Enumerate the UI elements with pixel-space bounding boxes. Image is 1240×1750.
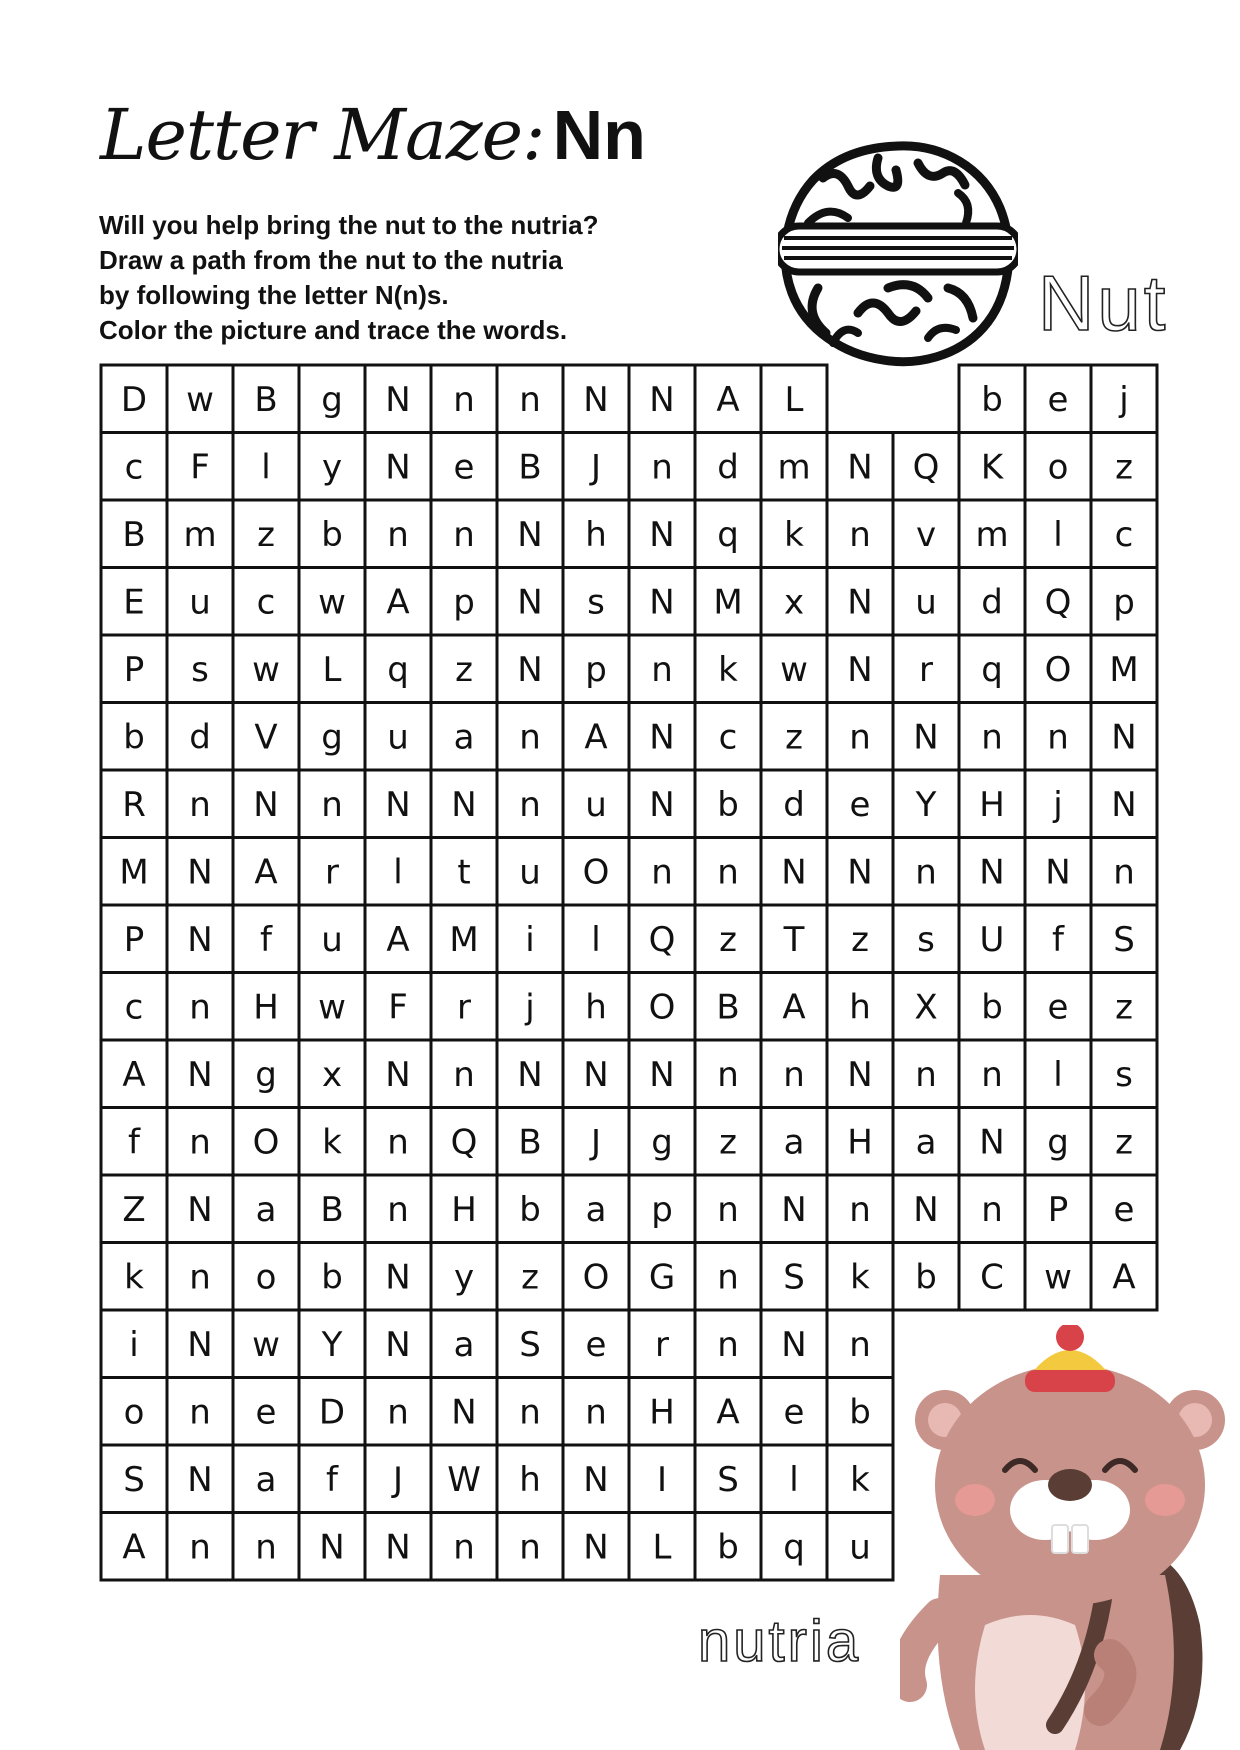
maze-cell-letter: j: [1119, 379, 1129, 420]
instruction-line: Will you help bring the nut to the nutria?: [99, 210, 599, 240]
maze-cell-letter: H: [847, 1122, 873, 1163]
maze-cell-letter: b: [849, 1392, 871, 1433]
instruction-line: Color the picture and trace the words.: [99, 315, 568, 345]
maze-cell-letter: w: [780, 649, 808, 690]
maze-cell-letter: x: [783, 582, 805, 623]
maze-cell-letter: S: [123, 1459, 145, 1500]
maze-cell-letter: c: [1114, 514, 1134, 555]
maze-cell-letter: n: [717, 852, 739, 893]
maze-cell-letter: c: [256, 582, 276, 623]
maze-cell-letter: k: [784, 514, 804, 555]
maze-cell-letter: d: [189, 717, 211, 758]
maze-cell-letter: h: [585, 514, 607, 555]
maze-cell-letter: q: [981, 649, 1003, 690]
maze-cell-letter: B: [254, 379, 278, 420]
maze-cell-letter: N: [517, 649, 543, 690]
maze-cell-letter: a: [255, 1459, 277, 1500]
maze-cell-letter: g: [255, 1054, 277, 1095]
maze-cell-letter: b: [321, 1257, 343, 1298]
maze-cell-letter: L: [784, 379, 804, 420]
maze-cell-letter: n: [519, 1527, 541, 1568]
maze-cell-letter: A: [716, 1392, 740, 1433]
maze-cell-letter: C: [980, 1257, 1004, 1298]
maze-cell-letter: f: [128, 1122, 140, 1163]
maze-cell-letter: n: [1047, 717, 1069, 758]
maze-cell-letter: p: [453, 582, 475, 623]
maze-cell-letter: y: [453, 1257, 475, 1298]
maze-cell-letter: g: [321, 717, 343, 758]
maze-cell-letter: N: [583, 379, 609, 420]
maze-cell-letter: M: [119, 852, 149, 893]
maze-cell-letter: r: [325, 852, 339, 893]
maze-cell-letter: J: [392, 1459, 404, 1500]
maze-cell-letter: K: [980, 447, 1004, 488]
maze-cell-letter: g: [651, 1122, 673, 1163]
maze-cell-letter: L: [652, 1527, 672, 1568]
maze-cell-letter: x: [321, 1054, 343, 1095]
title-script-part: Letter Maze:: [100, 94, 545, 176]
maze-cell-letter: z: [1115, 447, 1133, 488]
maze-cell-letter: n: [651, 447, 673, 488]
maze-cell-letter: s: [917, 919, 935, 960]
maze-cell-letter: A: [386, 919, 410, 960]
maze-cell-letter: m: [183, 514, 217, 555]
instruction-line: by following the letter N(n)s.: [99, 280, 449, 310]
maze-cell-letter: D: [318, 1392, 346, 1433]
maze-cell-letter: Q: [450, 1122, 478, 1163]
maze-cell-letter: F: [190, 447, 210, 488]
maze-cell-letter: M: [449, 919, 479, 960]
maze-cell-letter: O: [1044, 649, 1072, 690]
maze-cell-letter: b: [519, 1189, 541, 1230]
maze-cell-letter: n: [915, 1054, 937, 1095]
maze-cell-letter: N: [781, 1324, 807, 1365]
maze-cell-letter: N: [1045, 852, 1071, 893]
maze-cell-letter: N: [847, 1054, 873, 1095]
maze-cell-letter: H: [451, 1189, 477, 1230]
maze-cell-letter: N: [649, 1054, 675, 1095]
maze-cell-letter: l: [1053, 1054, 1063, 1095]
maze-cell-letter: n: [453, 1054, 475, 1095]
maze-cell-letter: G: [648, 1257, 676, 1298]
maze-cell-letter: Z: [122, 1189, 146, 1230]
maze-cell-letter: k: [124, 1257, 144, 1298]
maze-cell-letter: O: [582, 852, 610, 893]
maze-cell-letter: N: [583, 1527, 609, 1568]
maze-cell-letter: T: [783, 919, 805, 960]
maze-cell-letter: N: [1111, 784, 1137, 825]
maze-cell-letter: n: [981, 1054, 1003, 1095]
maze-cell-letter: N: [781, 1189, 807, 1230]
maze-cell-letter: u: [519, 852, 541, 893]
maze-cell-letter: q: [783, 1527, 805, 1568]
maze-cell-letter: n: [189, 1257, 211, 1298]
maze-cell-letter: u: [585, 784, 607, 825]
maze-cell-letter: W: [447, 1459, 481, 1500]
maze-cell-letter: u: [849, 1527, 871, 1568]
maze-cell-letter: M: [713, 582, 743, 623]
maze-cell-letter: s: [191, 649, 209, 690]
maze-cell-letter: n: [321, 784, 343, 825]
maze-cell-letter: k: [850, 1459, 870, 1500]
maze-cell-letter: z: [719, 1122, 737, 1163]
maze-cell-letter: O: [252, 1122, 280, 1163]
maze-cell-letter: N: [517, 582, 543, 623]
maze-cell-letter: H: [649, 1392, 675, 1433]
maze-cell-letter: r: [919, 649, 933, 690]
maze-cell-letter: N: [517, 514, 543, 555]
maze-cell-letter: a: [585, 1189, 607, 1230]
maze-cell-letter: l: [393, 852, 403, 893]
maze-cell-letter: c: [718, 717, 738, 758]
maze-cell-letter: w: [252, 649, 280, 690]
maze-cell-letter: j: [1053, 784, 1063, 825]
maze-cell-letter: n: [387, 514, 409, 555]
maze-cell-letter: b: [717, 1527, 739, 1568]
maze-cell-letter: N: [847, 852, 873, 893]
maze-cell-letter: N: [979, 1122, 1005, 1163]
instruction-line: Draw a path from the nut to the nutria: [99, 245, 563, 275]
maze-cell-letter: b: [981, 379, 1003, 420]
maze-cell-letter: Y: [321, 1324, 343, 1365]
maze-cell-letter: N: [517, 1054, 543, 1095]
maze-cell-letter: A: [584, 717, 608, 758]
maze-cell-letter: J: [590, 447, 602, 488]
maze-cell-letter: p: [651, 1189, 673, 1230]
maze-cell-letter: E: [123, 582, 145, 623]
maze-cell-letter: n: [453, 379, 475, 420]
trace-word-nutria: nutria: [698, 1609, 862, 1674]
maze-cell-letter: p: [1113, 582, 1135, 623]
maze-cell-letter: e: [1047, 379, 1069, 420]
maze-cell-letter: N: [649, 379, 675, 420]
maze-cell-letter: N: [913, 1189, 939, 1230]
maze-cell-letter: v: [915, 514, 937, 555]
maze-cell-letter: H: [253, 987, 279, 1028]
maze-cell-letter: N: [451, 1392, 477, 1433]
maze-cell-letter: n: [453, 1527, 475, 1568]
maze-cell-letter: b: [123, 717, 145, 758]
maze-cell-letter: N: [451, 784, 477, 825]
maze-cell-letter: p: [585, 649, 607, 690]
maze-cell-letter: e: [783, 1392, 805, 1433]
maze-cell-letter: z: [719, 919, 737, 960]
maze-cell-letter: A: [1112, 1257, 1136, 1298]
maze-cell-letter: n: [387, 1392, 409, 1433]
maze-cell-letter: l: [591, 919, 601, 960]
maze-cell-letter: e: [585, 1324, 607, 1365]
maze-cell-letter: n: [717, 1257, 739, 1298]
maze-cell-letter: A: [254, 852, 278, 893]
maze-cell-letter: l: [789, 1459, 799, 1500]
maze-cell-letter: N: [187, 919, 213, 960]
maze-cell-letter: N: [979, 852, 1005, 893]
maze-cell-letter: w: [318, 987, 346, 1028]
maze-cell-letter: B: [716, 987, 740, 1028]
title-letter: Nn: [552, 96, 646, 174]
maze-cell-letter: n: [783, 1054, 805, 1095]
maze-cell-letter: e: [255, 1392, 277, 1433]
maze-cell-letter: e: [1047, 987, 1069, 1028]
maze-cell-letter: z: [455, 649, 473, 690]
maze-cell-letter: s: [587, 582, 605, 623]
trace-word-nut: Nut: [1038, 259, 1169, 347]
maze-cell-letter: q: [387, 649, 409, 690]
maze-cell-letter: N: [187, 1189, 213, 1230]
maze-cell-letter: u: [321, 919, 343, 960]
maze-cell-letter: n: [189, 987, 211, 1028]
maze-cell-letter: o: [123, 1392, 145, 1433]
maze-cell-letter: S: [519, 1324, 541, 1365]
maze-cell-letter: n: [519, 1392, 541, 1433]
maze-cell-letter: L: [322, 649, 342, 690]
maze-cell-letter: A: [122, 1527, 146, 1568]
maze-cell-letter: a: [453, 1324, 475, 1365]
maze-cell-letter: N: [385, 447, 411, 488]
maze-cell-letter: o: [1047, 447, 1069, 488]
maze-cell-letter: u: [189, 582, 211, 623]
maze-cell-letter: N: [847, 582, 873, 623]
maze-cell-letter: A: [122, 1054, 146, 1095]
maze-cell-letter: z: [851, 919, 869, 960]
maze-cell-letter: n: [519, 717, 541, 758]
maze-cell-letter: k: [718, 649, 738, 690]
maze-cell-letter: N: [583, 1054, 609, 1095]
maze-cell-letter: N: [187, 1459, 213, 1500]
maze-cell-letter: n: [189, 1392, 211, 1433]
maze-cell-letter: b: [915, 1257, 937, 1298]
maze-cell-letter: P: [123, 919, 145, 960]
maze-cell-letter: n: [1113, 852, 1135, 893]
maze-cell-letter: u: [387, 717, 409, 758]
maze-cell-letter: Q: [648, 919, 676, 960]
maze-cell-letter: f: [260, 919, 272, 960]
maze-cell-letter: N: [385, 379, 411, 420]
maze-cell-letter: a: [783, 1122, 805, 1163]
maze-cell-letter: N: [187, 852, 213, 893]
maze-cell-letter: c: [124, 447, 144, 488]
maze-cell-letter: F: [388, 987, 408, 1028]
maze-cell-letter: f: [326, 1459, 338, 1500]
maze-cell-letter: n: [915, 852, 937, 893]
maze-cell-letter: z: [1115, 1122, 1133, 1163]
maze-cell-letter: z: [521, 1257, 539, 1298]
maze-cell-letter: O: [582, 1257, 610, 1298]
maze-cell-letter: N: [847, 649, 873, 690]
maze-cell-letter: N: [385, 784, 411, 825]
maze-cell-letter: n: [453, 514, 475, 555]
maze-cell-letter: P: [1047, 1189, 1069, 1230]
maze-cell-letter: N: [913, 717, 939, 758]
maze-cell-letter: n: [849, 514, 871, 555]
maze-cell-letter: i: [129, 1324, 139, 1365]
maze-cell-letter: b: [981, 987, 1003, 1028]
nutria-illustration: [900, 1325, 1240, 1750]
maze-cell-letter: N: [385, 1527, 411, 1568]
maze-cell-letter: S: [717, 1459, 739, 1500]
maze-cell-letter: w: [186, 379, 214, 420]
maze-cell-letter: n: [519, 379, 541, 420]
maze-cell-letter: n: [651, 852, 673, 893]
maze-cell-letter: H: [979, 784, 1005, 825]
maze-cell-letter: n: [387, 1122, 409, 1163]
maze-cell-letter: t: [457, 852, 471, 893]
maze-cell-letter: S: [1113, 919, 1135, 960]
maze-cell-letter: n: [981, 1189, 1003, 1230]
maze-cell-letter: J: [590, 1122, 602, 1163]
maze-cell-letter: e: [1113, 1189, 1135, 1230]
maze-cell-letter: l: [261, 447, 271, 488]
maze-cell-letter: y: [321, 447, 343, 488]
maze-cell-letter: N: [649, 717, 675, 758]
maze-cell-letter: k: [322, 1122, 342, 1163]
maze-cell-letter: N: [385, 1054, 411, 1095]
maze-cell-letter: N: [649, 514, 675, 555]
maze-cell-letter: B: [518, 447, 542, 488]
maze-cell-letter: m: [777, 447, 811, 488]
maze-cell-letter: A: [782, 987, 806, 1028]
maze-cell-letter: n: [717, 1054, 739, 1095]
maze-cell-letter: g: [321, 379, 343, 420]
maze-cell-letter: O: [648, 987, 676, 1028]
maze-cell-letter: I: [656, 1459, 668, 1500]
maze-cell-letter: n: [717, 1324, 739, 1365]
maze-cell-letter: R: [122, 784, 146, 825]
maze-cell-letter: n: [717, 1189, 739, 1230]
maze-cell-letter: o: [255, 1257, 277, 1298]
maze-cell-letter: s: [1115, 1054, 1133, 1095]
maze-cell-letter: w: [1044, 1257, 1072, 1298]
maze-cell-letter: n: [519, 784, 541, 825]
maze-cell-letter: n: [255, 1527, 277, 1568]
maze-cell-letter: q: [717, 514, 739, 555]
maze-cell-letter: n: [849, 717, 871, 758]
maze-cell-letter: n: [849, 1324, 871, 1365]
maze-cell-letter: c: [124, 987, 144, 1028]
maze-cell-letter: i: [525, 919, 535, 960]
maze-cell-letter: g: [1047, 1122, 1069, 1163]
maze-cell-letter: z: [1115, 987, 1133, 1028]
maze-cell-letter: N: [385, 1257, 411, 1298]
maze-cell-letter: n: [585, 1392, 607, 1433]
maze-cell-letter: V: [254, 717, 278, 758]
maze-cell-letter: P: [123, 649, 145, 690]
maze-cell-letter: r: [655, 1324, 669, 1365]
maze-cell-letter: Q: [912, 447, 940, 488]
maze-cell-letter: N: [649, 784, 675, 825]
maze-cell-letter: X: [914, 987, 938, 1028]
maze-cell-letter: N: [385, 1324, 411, 1365]
maze-cell-letter: n: [189, 784, 211, 825]
maze-cell-letter: m: [975, 514, 1009, 555]
maze-cell-letter: n: [189, 1122, 211, 1163]
maze-cell-letter: U: [979, 919, 1005, 960]
maze-cell-letter: N: [583, 1459, 609, 1500]
maze-cell-letter: a: [453, 717, 475, 758]
maze-cell-letter: A: [386, 582, 410, 623]
maze-cell-letter: n: [849, 1189, 871, 1230]
maze-cell-letter: d: [717, 447, 739, 488]
maze-cell-letter: h: [849, 987, 871, 1028]
maze-cell-letter: S: [783, 1257, 805, 1298]
maze-cell-letter: k: [850, 1257, 870, 1298]
maze-cell-letter: b: [321, 514, 343, 555]
maze-cell-letter: u: [915, 582, 937, 623]
maze-cell-letter: b: [717, 784, 739, 825]
maze-cell-letter: B: [320, 1189, 344, 1230]
maze-cell-letter: e: [849, 784, 871, 825]
maze-cell-letter: A: [716, 379, 740, 420]
maze-cell-letter: w: [252, 1324, 280, 1365]
maze-cell-letter: N: [253, 784, 279, 825]
maze-cell-letter: f: [1052, 919, 1064, 960]
maze-cell-letter: z: [785, 717, 803, 758]
maze-cell-letter: h: [585, 987, 607, 1028]
maze-cell-letter: e: [453, 447, 475, 488]
maze-cell-letter: N: [649, 582, 675, 623]
maze-cell-letter: w: [318, 582, 346, 623]
maze-cell-letter: N: [187, 1054, 213, 1095]
maze-cell-letter: j: [525, 987, 535, 1028]
maze-cell-letter: n: [189, 1527, 211, 1568]
maze-cell-letter: Q: [1044, 582, 1072, 623]
maze-cell-letter: N: [847, 447, 873, 488]
maze-cell-letter: M: [1109, 649, 1139, 690]
maze-cell-letter: n: [981, 717, 1003, 758]
maze-cell-letter: N: [1111, 717, 1137, 758]
maze-cell-letter: z: [257, 514, 275, 555]
maze-cell-letter: n: [651, 649, 673, 690]
maze-cell-letter: d: [783, 784, 805, 825]
maze-cell-letter: a: [255, 1189, 277, 1230]
maze-cell-letter: B: [122, 514, 146, 555]
maze-cell-letter: Y: [915, 784, 937, 825]
maze-cell-letter: h: [519, 1459, 541, 1500]
maze-cell-letter: B: [518, 1122, 542, 1163]
maze-cell-letter: d: [981, 582, 1003, 623]
maze-cell-letter: D: [120, 379, 148, 420]
maze-cell-letter: n: [387, 1189, 409, 1230]
maze-cell-letter: l: [1053, 514, 1063, 555]
maze-cell-letter: a: [915, 1122, 937, 1163]
maze-cell-letter: N: [187, 1324, 213, 1365]
maze-cell-letter: N: [319, 1527, 345, 1568]
maze-cell-letter: r: [457, 987, 471, 1028]
maze-cell-letter: N: [781, 852, 807, 893]
